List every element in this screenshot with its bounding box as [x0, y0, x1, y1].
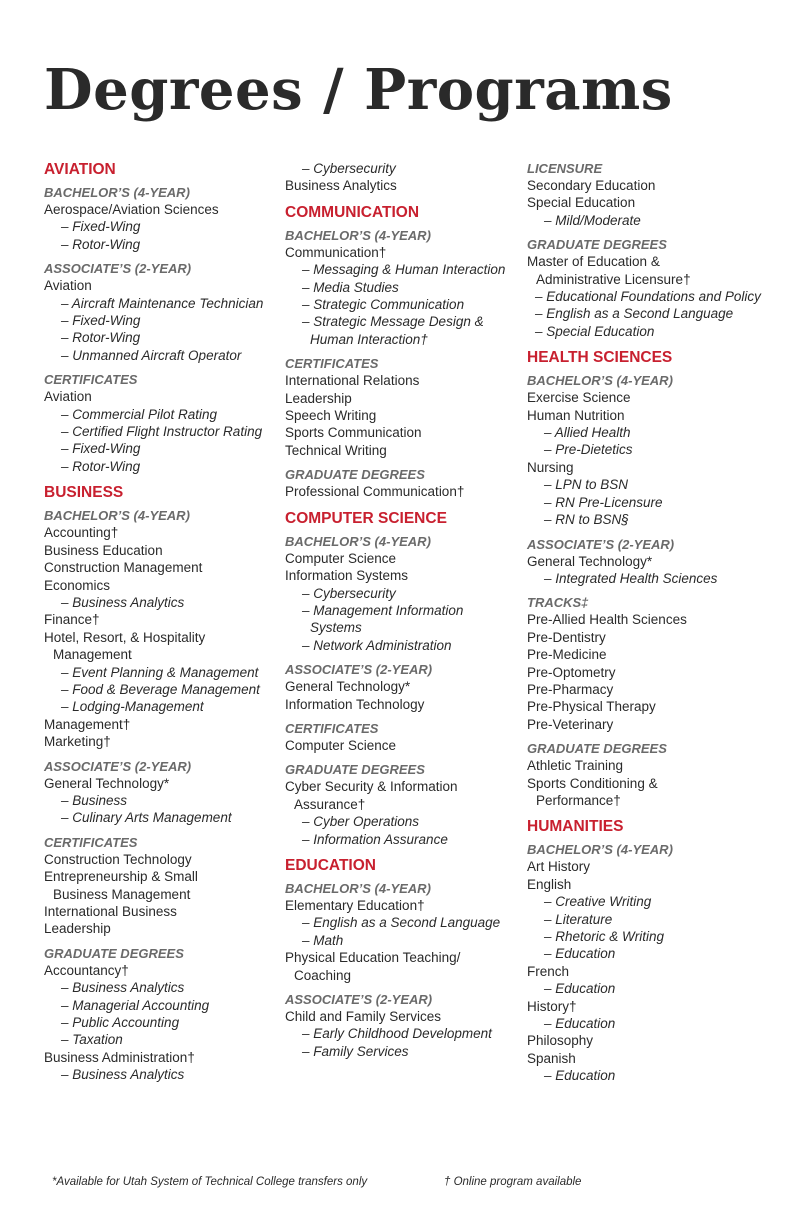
section-heading: BUSINESS: [44, 484, 124, 502]
program-item: Aviation: [44, 389, 92, 405]
program-subitem: – Education: [544, 1016, 616, 1032]
program-subitem: – Strategic Communication: [302, 297, 465, 313]
degree-group: [527, 236, 767, 340]
degree-type-heading: GRADUATE DEGREES: [285, 467, 425, 483]
degree-type-heading: ASSOCIATE’S (2-YEAR): [527, 536, 675, 552]
degree-group: [285, 227, 521, 348]
degree-type-heading: ASSOCIATE’S (2-YEAR): [285, 992, 433, 1007]
program-item-continued: Assurance†: [294, 796, 366, 812]
section-heading: AVIATION: [44, 161, 116, 178]
program-subitem: – Event Planning & Management: [61, 664, 259, 680]
program-item: Special Education: [527, 195, 636, 211]
program-item-continued: Coaching: [294, 967, 352, 983]
footnote-asterisk: *Available for Utah System of Technical College transfers only: [52, 1176, 368, 1188]
program-item: Professional Communication†: [285, 484, 465, 500]
degree-group: [527, 372, 767, 528]
footnote-dagger: † Online program available: [444, 1176, 582, 1188]
program-subitem: – Media Studies: [302, 279, 399, 295]
degree-group: [527, 160, 767, 229]
program-subitem: – English as a Second Language: [535, 306, 734, 322]
program-subitem: – LPN to BSN: [544, 477, 629, 493]
program-item: Speech Writing: [285, 408, 377, 424]
degree-group: [285, 355, 521, 459]
program-section: [44, 160, 280, 475]
program-item: Construction Technology: [44, 851, 192, 867]
program-section: [527, 348, 767, 809]
program-item: Entrepreneurship & Small: [44, 869, 198, 885]
degree-type-heading: BACHELOR’S (4-YEAR): [44, 508, 190, 524]
program-section: [285, 160, 521, 195]
program-subitem: – Educational Foundations and Policy: [535, 289, 761, 305]
program-section: [285, 203, 521, 501]
program-subitem: – RN Pre-Licensure: [544, 494, 663, 510]
degree-type-heading: ASSOCIATE’S (2-YEAR): [44, 758, 192, 774]
program-item: Communication†: [285, 244, 387, 260]
program-item: Leadership: [44, 921, 111, 937]
section-heading: EDUCATION: [285, 856, 376, 874]
section-heading: HUMANITIES: [527, 818, 624, 836]
degree-group: [44, 371, 280, 475]
program-subitem: – Management Information: [302, 602, 464, 618]
program-subitem: – Unmanned Aircraft Operator: [61, 347, 242, 363]
program-subitem: – Mild/Moderate: [544, 212, 641, 228]
program-subitem: – RN to BSN§: [544, 512, 629, 528]
program-item: Business Analytics: [285, 178, 397, 194]
program-subitem-continued: Human Interaction†: [310, 331, 428, 347]
degree-type-heading: CERTIFICATES: [285, 356, 379, 372]
program-item: French: [527, 963, 570, 979]
program-subitem: – Integrated Health Sciences: [544, 570, 718, 586]
program-item: Business Education: [44, 542, 163, 558]
program-subitem: – Business Analytics: [61, 594, 185, 610]
program-subitem: – Strategic Message Design &: [302, 314, 484, 330]
degree-type-heading: CERTIFICATES: [44, 372, 138, 388]
program-subitem: – Education: [544, 1068, 616, 1084]
program-subitem: – Culinary Arts Management: [61, 810, 232, 826]
program-subitem: – Literature: [544, 911, 613, 927]
degree-type-heading: ASSOCIATE’S (2-YEAR): [285, 662, 433, 678]
degree-group: [44, 184, 280, 253]
degree-group: [285, 880, 521, 984]
program-item: Cyber Security & Information: [285, 779, 458, 795]
degree-group: [527, 841, 767, 1084]
program-item: Pre-Physical Therapy: [527, 699, 656, 715]
program-subitem: – Rotor-Wing: [61, 458, 141, 474]
program-subitem: – Family Services: [302, 1043, 409, 1059]
program-item: Computer Science: [285, 737, 397, 753]
degree-group: [527, 594, 767, 733]
program-subitem: – Messaging & Human Interaction: [302, 262, 506, 278]
program-item: History†: [527, 998, 577, 1014]
section-heading: HEALTH SCIENCES: [527, 349, 673, 367]
program-item: English: [527, 876, 572, 892]
program-subitem: – Food & Beverage Management: [61, 681, 260, 697]
program-subitem: – Taxation: [61, 1032, 123, 1048]
program-subitem: – Education: [544, 981, 616, 997]
program-item: Technical Writing: [285, 442, 387, 458]
program-subitem: – Managerial Accounting: [61, 997, 210, 1013]
program-column-2: [285, 160, 521, 1068]
program-subitem: – Creative Writing: [544, 894, 652, 910]
program-item: Pre-Veterinary: [527, 716, 614, 732]
program-item: Philosophy: [527, 1033, 594, 1049]
degree-group: [44, 260, 280, 364]
program-item: Exercise Science: [527, 390, 631, 406]
degree-group: [44, 945, 280, 1084]
degree-type-heading: GRADUATE DEGREES: [527, 741, 667, 757]
program-item: International Business: [44, 904, 177, 919]
program-item: Secondary Education: [527, 178, 656, 193]
program-section: [44, 483, 280, 1083]
program-item: Physical Education Teaching/: [285, 950, 461, 966]
degree-group: [44, 758, 280, 827]
degree-group: [285, 160, 521, 195]
degree-group: [285, 661, 521, 713]
program-subitem: – Special Education: [535, 323, 655, 339]
program-subitem: – Education: [544, 946, 616, 962]
program-subitem-continued: Systems: [310, 620, 362, 636]
program-item: Accounting†: [44, 525, 119, 541]
program-item: Pre-Optometry: [527, 664, 616, 680]
program-subitem: – English as a Second Language: [302, 915, 501, 931]
program-item: Management†: [44, 716, 131, 732]
degree-type-heading: GRADUATE DEGREES: [285, 762, 425, 778]
degree-group: [44, 507, 280, 750]
section-heading: COMPUTER SCIENCE: [285, 509, 447, 527]
program-item: International Relations: [285, 373, 420, 389]
degree-group: [285, 761, 521, 848]
program-subitem: – Rhetoric & Writing: [544, 929, 665, 944]
degree-type-heading: ASSOCIATE’S (2-YEAR): [44, 261, 192, 277]
program-subitem: – Pre-Dietetics: [544, 442, 633, 458]
program-item: Accountancy†: [44, 962, 129, 978]
program-item-continued: Business Management: [53, 886, 191, 902]
program-subitem: – Rotor-Wing: [61, 330, 141, 346]
program-subitem: – Public Accounting: [61, 1015, 180, 1031]
program-section: [285, 856, 521, 1060]
program-item: Marketing†: [44, 734, 111, 750]
program-subitem: – Business Analytics: [61, 980, 185, 996]
program-item: Business Administration†: [44, 1049, 195, 1065]
program-item: Economics: [44, 577, 111, 593]
degree-type-heading: BACHELOR’S (4-YEAR): [285, 533, 431, 549]
program-item: General Technology*: [527, 553, 653, 569]
degree-group: [285, 991, 521, 1060]
degree-type-heading: GRADUATE DEGREES: [44, 945, 184, 961]
program-item: Aviation: [44, 278, 92, 294]
program-item: Athletic Training: [527, 758, 624, 774]
degree-type-heading: CERTIFICATES: [44, 834, 138, 850]
degree-type-heading: BACHELOR’S (4-YEAR): [285, 227, 431, 243]
degree-group: [285, 466, 521, 500]
program-item: General Technology*: [285, 679, 411, 695]
program-item-continued: Administrative Licensure†: [536, 271, 691, 287]
program-item: Pre-Medicine: [527, 647, 607, 663]
program-subitem: – Rotor-Wing: [61, 236, 141, 252]
program-item: Aerospace/Aviation Sciences: [44, 202, 219, 217]
degree-group: [285, 533, 521, 654]
program-item: Child and Family Services: [285, 1009, 442, 1024]
page-title: Degrees / Programs: [44, 57, 673, 123]
program-subitem: – Aircraft Maintenance Technician: [61, 295, 264, 311]
program-item: Information Technology: [285, 696, 425, 712]
degree-group: [527, 536, 767, 588]
program-subitem: – Fixed-Wing: [61, 313, 141, 329]
program-item: Sports Communication: [285, 425, 422, 441]
program-item: Spanish: [527, 1050, 576, 1066]
program-item: Information Systems: [285, 568, 409, 584]
program-item-continued: Management: [53, 647, 132, 663]
degree-type-heading: BACHELOR’S (4-YEAR): [285, 880, 431, 896]
program-item: Pre-Pharmacy: [527, 681, 614, 697]
degree-type-heading: TRACKS‡: [527, 595, 589, 611]
degree-group: [285, 720, 521, 754]
program-subitem: – Cyber Operations: [302, 814, 420, 830]
program-item: Art History: [527, 859, 591, 875]
program-item: Pre-Dentistry: [527, 629, 606, 645]
program-item: Elementary Education†: [285, 897, 425, 913]
program-item: Computer Science: [285, 550, 397, 566]
degree-type-heading: CERTIFICATES: [285, 720, 379, 736]
program-subitem: – Information Assurance: [302, 831, 448, 847]
program-item: Human Nutrition: [527, 407, 625, 423]
program-subitem: – Fixed-Wing: [61, 219, 141, 235]
degree-type-heading: GRADUATE DEGREES: [527, 237, 667, 253]
program-item: Leadership: [285, 390, 352, 406]
program-subitem: – Business: [61, 792, 128, 808]
program-section: [285, 509, 521, 848]
program-item: General Technology*: [44, 775, 170, 791]
degree-type-heading: BACHELOR’S (4-YEAR): [527, 373, 673, 389]
degree-type-heading: LICENSURE: [527, 161, 603, 176]
program-subitem: – Fixed-Wing: [61, 441, 141, 457]
program-item: Construction Management: [44, 560, 203, 576]
program-item-continued: Performance†: [536, 792, 621, 808]
program-subitem: – Commercial Pilot Rating: [61, 406, 218, 422]
program-item: Sports Conditioning &: [527, 775, 658, 791]
degree-type-heading: BACHELOR’S (4-YEAR): [44, 185, 190, 200]
program-subitem: – Math: [302, 932, 344, 948]
program-item: Finance†: [44, 612, 100, 628]
program-subitem: – Cybersecurity: [302, 585, 396, 601]
program-section: [527, 817, 767, 1084]
program-subitem: – Certified Flight Instructor Rating: [61, 424, 263, 440]
program-item: Hotel, Resort, & Hospitality: [44, 629, 206, 645]
program-column-1: [44, 160, 280, 1092]
program-item: Nursing: [527, 459, 574, 475]
program-subitem: – Business Analytics: [61, 1067, 185, 1083]
degree-type-heading: BACHELOR’S (4-YEAR): [527, 842, 673, 858]
program-subitem: – Lodging-Management: [61, 699, 204, 715]
program-section: [527, 160, 767, 340]
section-heading: COMMUNICATION: [285, 203, 420, 221]
degree-group: [527, 740, 767, 809]
program-column-3: [527, 160, 767, 1093]
program-subitem: – Network Administration: [302, 637, 452, 653]
program-subitem: – Allied Health: [544, 425, 631, 441]
program-subitem: – Cybersecurity: [302, 161, 396, 176]
program-subitem: – Early Childhood Development: [302, 1026, 492, 1042]
degree-group: [44, 834, 280, 938]
program-item: Master of Education &: [527, 254, 660, 270]
program-item: Pre-Allied Health Sciences: [527, 612, 687, 628]
